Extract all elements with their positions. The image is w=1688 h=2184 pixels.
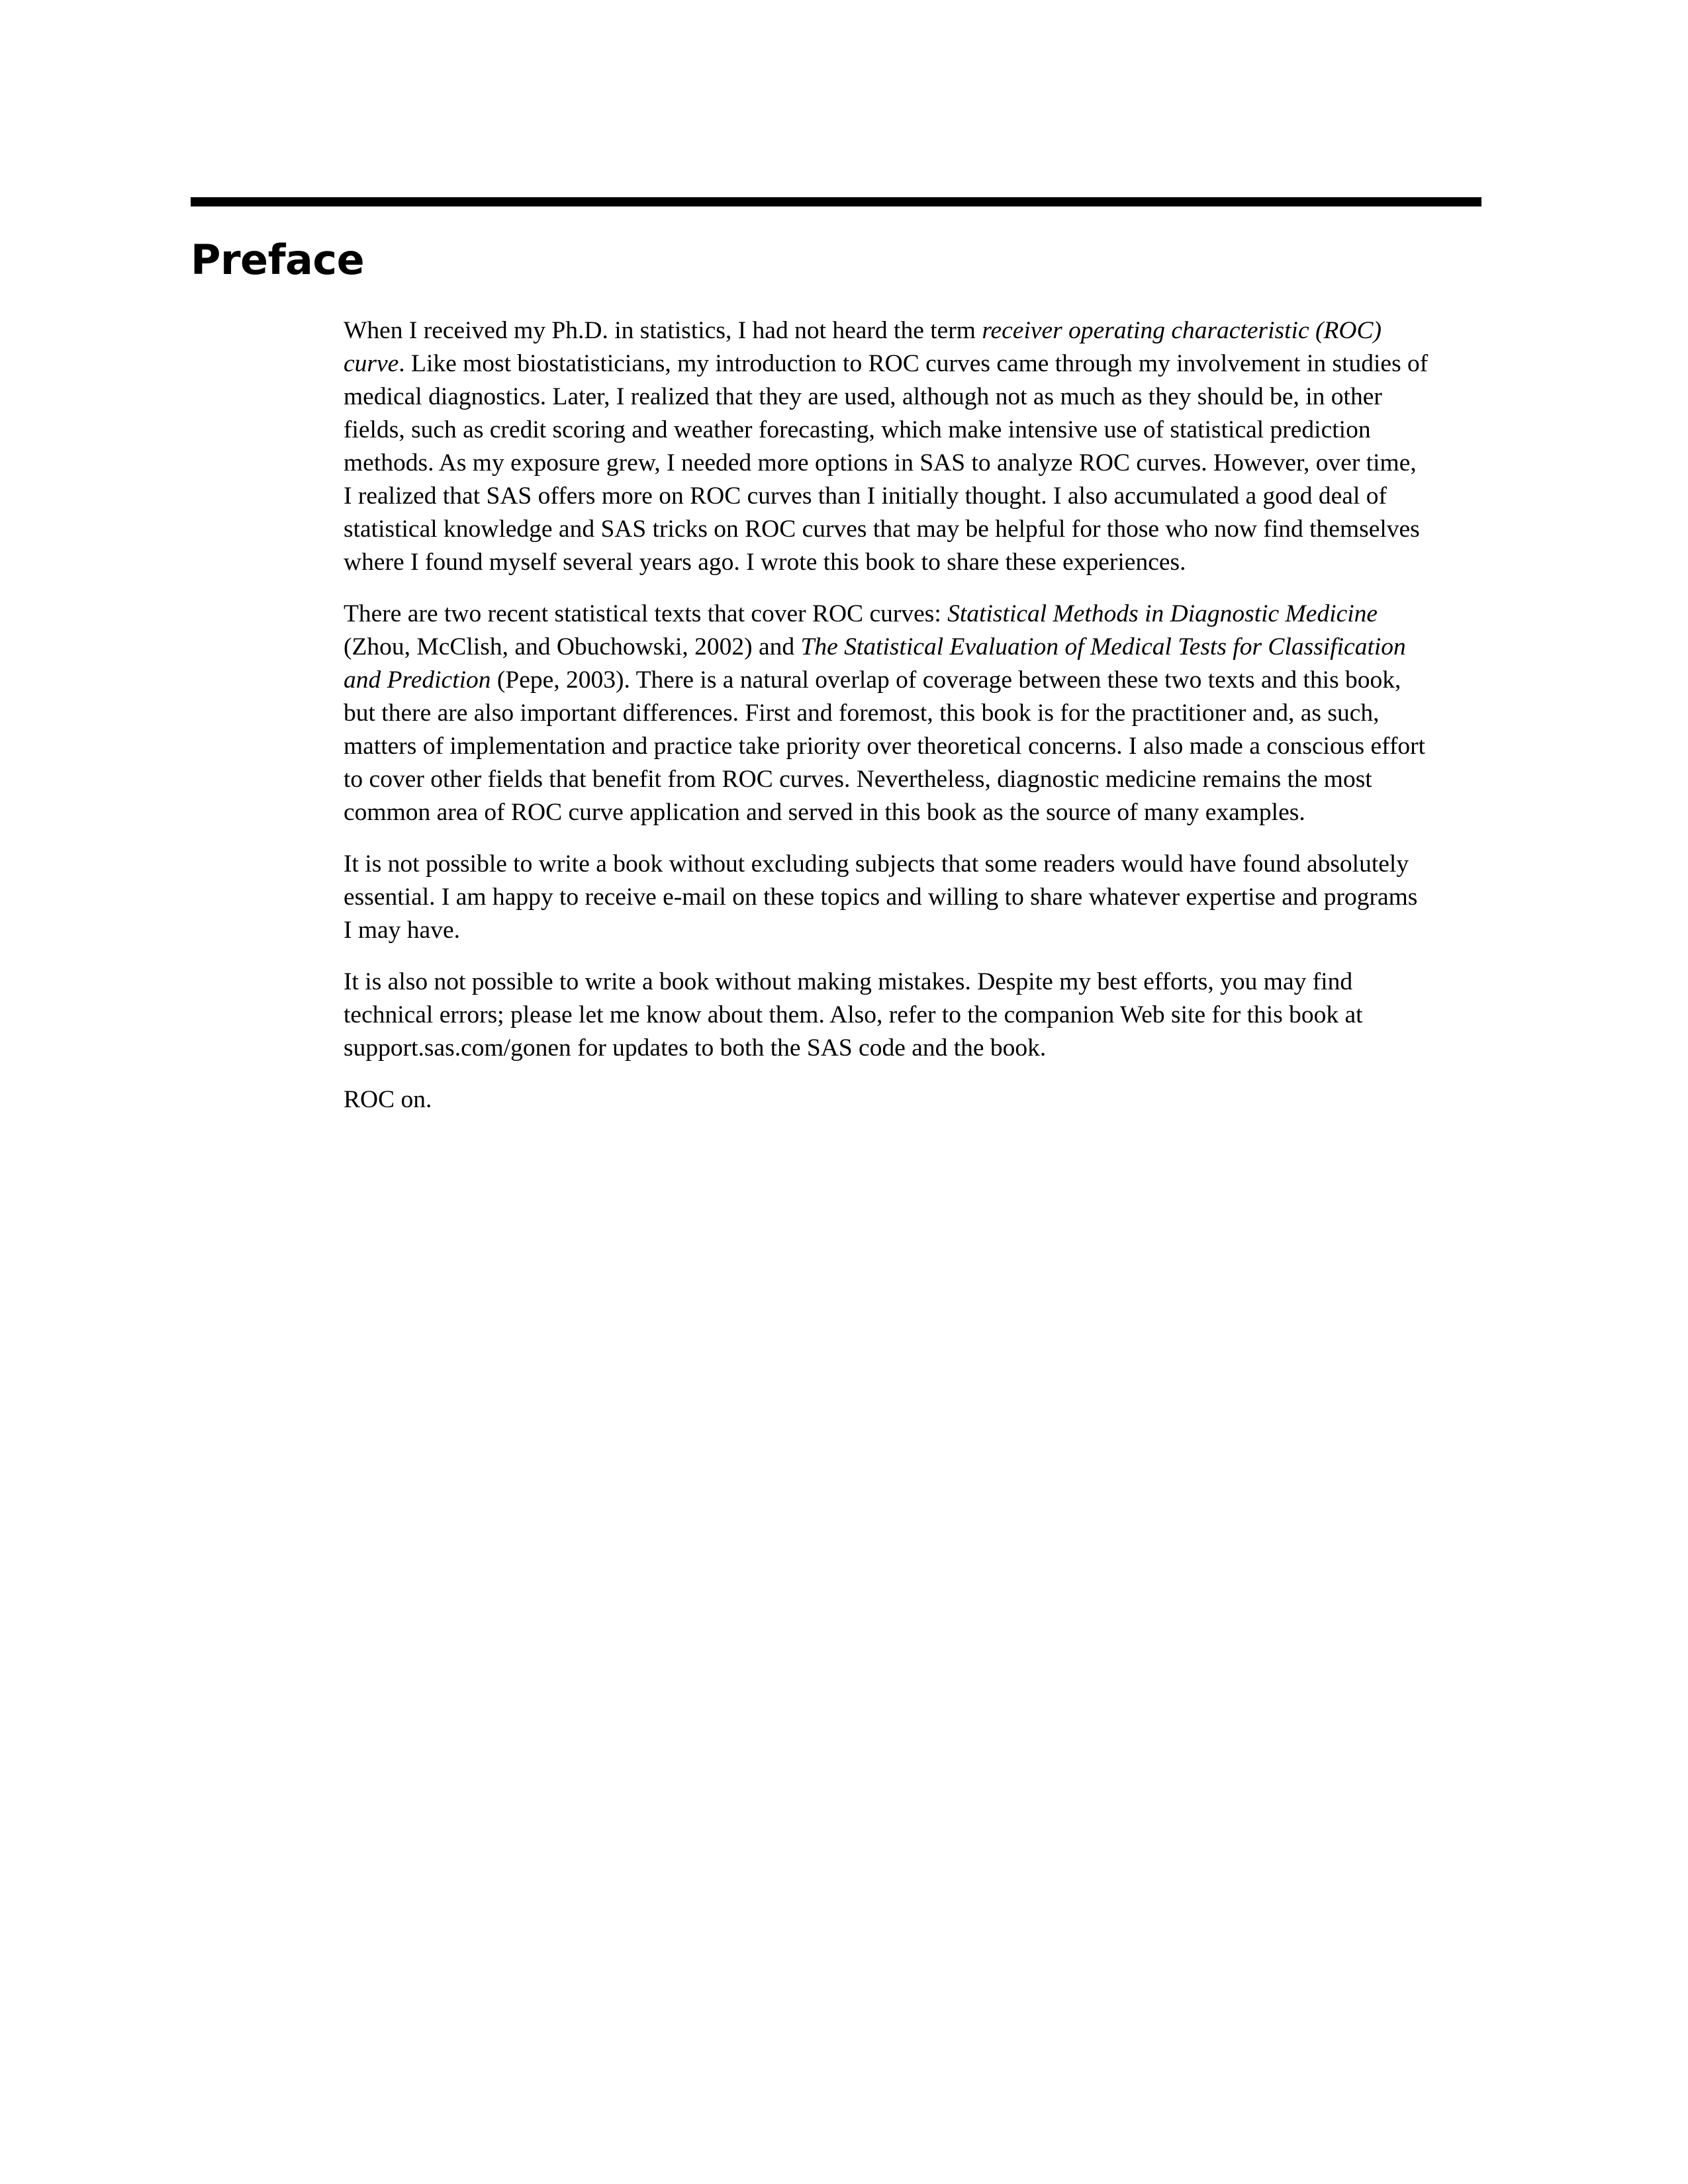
paragraph: When I received my Ph.D. in statistics, I had not heard the term receiver operating characteristic (ROC) curve. Like most biostatisticians, my introduction to ROC curves came through my involvement in studies of medical diagnostics. Later, I realized that they are used, although not as much as they should be, in other fields, such as credit scoring and weather forecasting, which make intensive use of statistical prediction methods. As my exposure grew, I needed more options in SAS to analyze ROC curves. However, over time, I realized that SAS offers more on ROC curves than I initially thought. I also accumulated a good deal of statistical knowledge and SAS tricks on ROC curves that may be helpful for those who now find themselves where I found myself several years ago. I wrote this book to share these experiences. — [344, 317, 1429, 576]
body-text-block — [344, 314, 1429, 1116]
title-divider-rule — [191, 197, 1481, 206]
paragraph: It is not possible to write a book without excluding subjects that some readers would have found absolutely essential. I am happy to receive e-mail on these topics and willing to share whatever expertise and programs I may have. — [344, 850, 1418, 944]
page-title: Preface — [191, 235, 365, 284]
paragraph: It is also not possible to write a book without making mistakes. Despite my best efforts, you may find technical errors; please let me know about them. Also, refer to the companion Web site for this book at support.sas.com/gonen for updates to both the SAS code and the book. — [344, 968, 1363, 1062]
paragraph: There are two recent statistical texts that cover ROC curves: Statistical Methods in Diagnostic Medicine (Zhou, McClish, and Obuchowski, 2002) and The Statistical Evaluation of Medical Tests for Classification and Prediction (Pepe, 2003). There is a natural overlap of coverage between these two texts and this book, but there are also important differences. First and foremost, this book is for the practitioner and, as such, matters of implementation and practice take priority over theoretical concerns. I also made a conscious effort to cover other fields that benefit from ROC curves. Nevertheless, diagnostic medicine remains the most common area of ROC curve application and served in this book as the source of many examples. — [344, 600, 1426, 826]
paragraph: ROC on. — [344, 1086, 432, 1113]
